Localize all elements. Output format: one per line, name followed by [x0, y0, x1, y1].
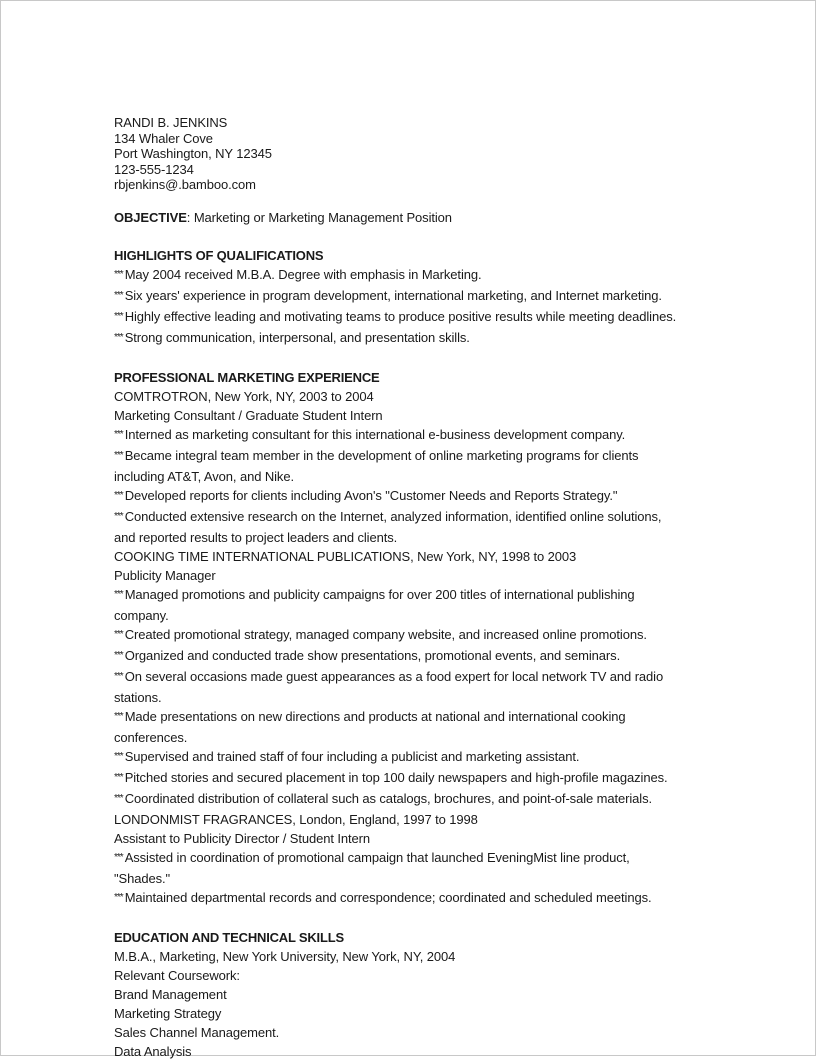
contact-name: RANDI B. JENKINS: [114, 115, 228, 130]
bullet-line: *** Supervised and trained staff of four including a publicist and marketing assistant.: [114, 748, 580, 764]
bullet-marker: ***: [114, 268, 123, 280]
education-heading: EDUCATION AND TECHNICAL SKILLS: [114, 929, 344, 945]
bullet-marker: ***: [114, 851, 123, 863]
job-bullet: [114, 667, 714, 707]
job-bullet: [114, 625, 714, 646]
job-bullet: [114, 446, 714, 486]
contact-phone: 123-555-1234: [114, 161, 194, 177]
education-list: [114, 947, 714, 1061]
bullet-continuation: "Shades.": [114, 870, 171, 886]
highlights-list: [114, 265, 714, 349]
education-section: [114, 928, 714, 1061]
objective-line: [114, 208, 714, 227]
experience-section: [114, 368, 714, 909]
education-line: M.B.A., Marketing, New York University, New York, NY, 2004: [114, 948, 456, 964]
highlights-section: [114, 246, 714, 349]
job-entry: [114, 387, 714, 547]
experience-heading: PROFESSIONAL MARKETING EXPERIENCE: [114, 369, 380, 385]
qualification-item: *** May 2004 received M.B.A. Degree with emphasis in Marketing.: [114, 266, 482, 282]
objective-text: : Marketing or Marketing Management Position: [186, 209, 452, 225]
education-line: Marketing Strategy: [114, 1005, 222, 1021]
bullet-marker: ***: [114, 289, 123, 301]
job-company: COOKING TIME INTERNATIONAL PUBLICATIONS, New York, NY, 1998 to 2003: [114, 548, 577, 564]
job-bullet: [114, 486, 714, 507]
bullet-line: *** Developed reports for clients including Avon's "Customer Needs and Reports Strategy.": [114, 487, 618, 503]
job-bullet: [114, 585, 714, 625]
job-bullet: [114, 646, 714, 667]
job-bullet: [114, 848, 714, 888]
bullet-marker: ***: [114, 670, 123, 682]
bullet-line: *** On several occasions made guest appearances as a food expert for local network TV and radio: [114, 668, 664, 684]
qualification-item: *** Highly effective leading and motivating teams to produce positive results while meeting deadlines.: [114, 308, 677, 324]
bullet-line: *** Managed promotions and publicity campaigns for over 200 titles of international publishing: [114, 586, 635, 602]
bullet-line: *** Interned as marketing consultant for this international e-business development company.: [114, 426, 626, 442]
education-line: Relevant Coursework:: [114, 967, 240, 983]
bullet-line: *** Created promotional strategy, managed company website, and increased online promotions.: [114, 626, 647, 642]
job-bullet: [114, 425, 714, 446]
bullet-continuation: and reported results to project leaders and clients.: [114, 529, 398, 545]
bullet-marker: ***: [114, 750, 123, 762]
bullet-marker: ***: [114, 710, 123, 722]
bullet-line: *** Organized and conducted trade show presentations, promotional events, and seminars.: [114, 647, 621, 663]
job-bullet: [114, 747, 714, 768]
bullet-line: *** Assisted in coordination of promotional campaign that launched EveningMist line product,: [114, 849, 630, 865]
bullet-line: *** Made presentations on new directions and products at national and international cooking: [114, 708, 626, 724]
bullet-marker: ***: [114, 331, 123, 343]
bullet-marker: ***: [114, 588, 123, 600]
bullet-line: *** Coordinated distribution of collateral such as catalogs, brochures, and point-of-sale materials.: [114, 790, 652, 806]
bullet-marker: ***: [114, 449, 123, 461]
education-line: Sales Channel Management.: [114, 1024, 280, 1040]
job-title: Marketing Consultant / Graduate Student Intern: [114, 407, 383, 423]
bullet-line: *** Pitched stories and secured placement in top 100 daily newspapers and high-profile magazines.: [114, 769, 668, 785]
bullet-marker: ***: [114, 649, 123, 661]
contact-street: 134 Whaler Cove: [114, 130, 213, 146]
bullet-marker: ***: [114, 792, 123, 804]
bullet-marker: ***: [114, 310, 123, 322]
contact-city: Port Washington, NY 12345: [114, 146, 272, 161]
bullet-marker: ***: [114, 891, 123, 903]
job-bullet: [114, 707, 714, 747]
bullet-marker: ***: [114, 510, 123, 522]
objective-label: OBJECTIVE: [114, 209, 187, 225]
bullet-continuation: company.: [114, 607, 169, 623]
bullet-continuation: stations.: [114, 689, 162, 705]
job-bullet: [114, 789, 714, 810]
job-bullet: [114, 768, 714, 789]
experience-list: [114, 387, 714, 909]
qualification-item: *** Six years' experience in program development, international marketing, and Internet marketing.: [114, 287, 662, 303]
bullet-marker: ***: [114, 489, 123, 501]
job-company: LONDONMIST FRAGRANCES, London, England, 1997 to 1998: [114, 811, 478, 827]
contact-email: rbjenkins@.bamboo.com: [114, 177, 256, 192]
education-line: Brand Management: [114, 986, 227, 1002]
bullet-marker: ***: [114, 628, 123, 640]
job-bullet: [114, 507, 714, 547]
qualification-item: *** Strong communication, interpersonal, and presentation skills.: [114, 329, 470, 345]
bullet-marker: ***: [114, 428, 123, 440]
resume-body: [114, 115, 714, 1061]
bullet-line: *** Maintained departmental records and correspondence; coordinated and scheduled meetings.: [114, 889, 652, 905]
job-company: COMTROTRON, New York, NY, 2003 to 2004: [114, 388, 374, 404]
job-title: Publicity Manager: [114, 567, 216, 583]
contact-block: [114, 115, 714, 193]
bullet-continuation: including AT&T, Avon, and Nike.: [114, 468, 294, 484]
job-title: Assistant to Publicity Director / Student Intern: [114, 830, 371, 846]
job-entry: [114, 810, 714, 909]
highlights-heading: HIGHLIGHTS OF QUALIFICATIONS: [114, 247, 324, 263]
job-entry: [114, 547, 714, 810]
bullet-line: *** Became integral team member in the development of online marketing programs for clients: [114, 447, 639, 463]
job-bullet: [114, 888, 714, 909]
education-line: Data Analysis: [114, 1043, 192, 1059]
bullet-marker: ***: [114, 771, 123, 783]
bullet-continuation: conferences.: [114, 729, 188, 745]
bullet-line: *** Conducted extensive research on the Internet, analyzed information, identified online solutions,: [114, 508, 662, 524]
